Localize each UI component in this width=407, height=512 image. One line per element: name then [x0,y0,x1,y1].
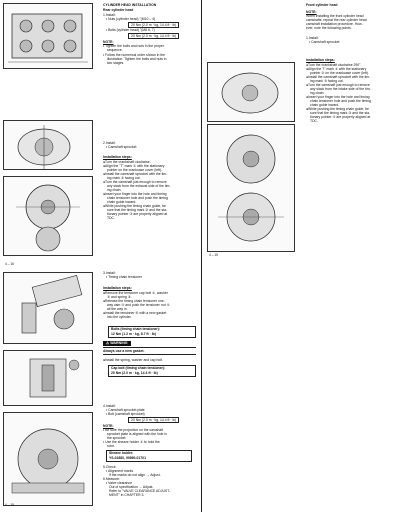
s4-label: 4.Install: [103,404,116,408]
s2-l7: ing chain. [107,188,122,192]
front-head-illustration-1 [207,62,295,122]
s5-label: 5.Check: [103,465,117,469]
sheave-holder-illustration [3,412,93,506]
s3-l6: into the cylinder. [107,315,132,319]
s2-l13: tionary pointer ③ are properly aligned at [107,212,168,216]
s2-l1: ●Align the "T" mark ① with the stationary [103,164,165,168]
s5-b1: • Alignment marks [106,469,134,473]
s3-l3: way cam ④ and push the tensioner rod ⑤ [107,303,170,307]
s3-l4: all the way in. [107,307,128,311]
s4-n2b: rotor. [107,444,115,448]
torque-box-tensioner [108,326,196,338]
right-l4: ing mark ③ facing out. [310,79,344,83]
s6-b2: • Valve clearance [106,481,133,485]
page-number-bottom-left: 4 – 15 [5,503,14,507]
right-l2: pointer ② on the crankcase cover (left). [310,71,370,75]
s1-n2c: two stages. [107,61,125,65]
tensioner-illustration-1 [3,272,93,344]
s3-l2-install: ●Install the spring, washer and cap bolt. [103,358,163,362]
s2-l3: ●Install the camshaft sprocket with the tim- [103,172,168,176]
s2-l6: any slack from the exhaust side of the tim- [107,184,171,188]
s2-b1: • Camshaft sprocket [106,145,137,149]
right-n2: camshaft installation procedure. How- [306,22,363,26]
sprocket-illustration-1 [3,120,93,170]
subtitle-front: Front cylinder head [306,3,338,7]
s2-l4: ing mark ② facing out. [107,176,141,180]
tensioner-illustration-2 [3,350,93,406]
torque-box-2: 20 Nm (2.0 m · kg, 14.4 ft · lb) [128,33,179,39]
s4-n1c: the sprocket. [107,436,127,440]
s2-label: 2.Install: [103,141,116,145]
s2-l10: chain guide inward. [107,200,137,204]
s1-label: 1.Install: [103,13,116,17]
tool-number: YS-01880, 90890-01701 [109,455,146,460]
right-n3: ever, note the following points. [306,26,352,30]
right-b1: • Camshaft sprocket [309,40,340,44]
s2-l2: pointer on the crankcase cover (left). [107,168,163,172]
warning-rule [103,347,196,348]
torque-box-sprocket: 20 Nm (2.0 m · kg, 14.4 ft · lb) [128,417,179,423]
torque-box-capbolt [108,365,196,377]
warning-badge [103,341,131,346]
right-l12: sure that the timing mark ③ and the sta- [310,111,371,115]
torque-tensioner-label: Bolts (timing chain tensioner): [111,327,160,331]
tool-label: Sheave holder: [109,451,134,455]
page-number-right: 4 – 15 [209,253,218,257]
s4-b2: • Bolt (camshaft sprocket) [106,412,145,416]
s2-l5: ●Turn the camshaft just enough to remove [103,180,167,184]
s3-steps: Installation steps: [103,286,132,290]
s4-note: NOTE: [103,424,114,428]
page-number-mid: 4 – 16 [5,262,14,266]
warning-rule-bottom [103,354,196,355]
sprocket-illustration-2 [3,176,93,256]
s2-l12: sure that the timing mark ② and the sta- [107,208,168,212]
s3-l5: ●Install the tensioner ⑥ with a new gasket [103,311,167,315]
s2-l14: TDC. [107,216,115,220]
s3-b1: • Timing chain tensioner [106,275,143,279]
s1-note: NOTE: [103,40,114,44]
s4-n1: • Be sure the projection on the camshaft [103,428,164,432]
s1-n2: • Follow the numerical order shown in the [103,53,166,57]
right-n0: When installing the front cylinder head [306,14,364,18]
section-title: CYLINDER HEAD INSTALLATION [103,3,157,7]
torque-capbolt-label: Cap bolt (timing chain tensioner): [111,366,166,370]
right-l11: ●While pushing the timing chain guide, be [306,107,369,111]
subtitle-rear: Rear cylinder head [103,8,134,12]
right-n1: camshafts, repeat the rear cylinder head [306,18,367,22]
right-l10: chain guide inward. [310,103,340,107]
right-l3: ●Install the camshaft sprocket with the tim- [306,75,371,79]
s6-b2c: Refer to "VALVE CLEARANCE ADJUST- [109,489,171,493]
s4-n2: • Use the sheave holder ① to hold the [103,440,160,444]
sheave-holder-box [106,450,192,462]
s3-label: 3.Install: [103,271,116,275]
right-l14: TDC. [310,119,318,123]
s1-b2: • Bolts (cylinder head) "(M8 6, 7) [106,28,155,32]
s1-n1b: sequence. [107,48,123,52]
right-steps: Installation steps: [306,58,335,62]
s1-n1: • Tighten the bolts and nuts in the proper [103,44,164,48]
right-l8: ●Insert your finger into the hole and timing [306,95,370,99]
right-note: NOTE: [306,10,317,14]
s6-b2d: MENT" in CHAPTER 3. [109,493,145,497]
s2-l9: chain tensioner hole and push the timing [107,196,168,200]
torque-capbolt-value: 20 Nm (2.0 m · kg, 14.4 ft · lb) [111,370,158,375]
s6-label: 6.Measure: [103,477,120,481]
column-divider [201,0,202,512]
s2-l11: ●While pushing the timing chain guide, be [103,204,166,208]
s1-b1: • Nuts (cylinder head) "(M10 – 4) [106,17,156,21]
s4-b1: • Camshaft sprocket plate [106,408,145,412]
s3-l2: ●Release the timing chain tensioner one- [103,299,165,303]
right-l0: ●Turn the crankshaft clockwise 290°. [306,63,362,67]
torque-tensioner-value: 12 Nm (1.2 m · kg, 8.7 ft · lb) [111,331,156,336]
warning-text: Always use a new gasket. [103,349,145,353]
front-head-illustration-2 [207,124,295,252]
cylinder-head-illustration [3,3,93,69]
s3-l0: ●Remove the tensioner cap bolt ①, washer [103,291,168,295]
s5-b1b: If the marks do not align → Adjust. [109,473,161,477]
s1-n2b: illustration. Tighten the bolts and nuts in [107,57,167,61]
torque-box-1: 20 Nm (2.0 m · kg, 14.4 ft · lb) [128,22,179,28]
right-label1: 1.Install: [306,36,319,40]
s2-l0: ●Turn the crankshaft clockwise. [103,160,151,164]
right-l7: ing chain. [310,91,325,95]
right-l5: ●Turn the camshaft just enough to remove [306,83,370,87]
warning-icon: ⚠ [106,341,111,345]
s3-l1: ② and spring ③. [107,295,132,299]
right-l9: chain tensioner hole and push the timing [310,99,371,103]
s6-b2b: Out of specification → Adjust. [109,485,154,489]
s2-l8: ●Insert your finger into the hole and timing [103,192,167,196]
s4-n1b: sprocket plate is aligned with the hole in [107,432,167,436]
right-l13: tionary pointer ④ are properly aligned at [310,115,371,119]
right-l6: any slack from the intake side of the tim- [310,87,371,91]
warning-label: WARNING [110,341,128,345]
s2-steps: Installation steps: [103,155,132,159]
right-l1: ●Align the "I" mark ① with the stationary [306,67,367,71]
